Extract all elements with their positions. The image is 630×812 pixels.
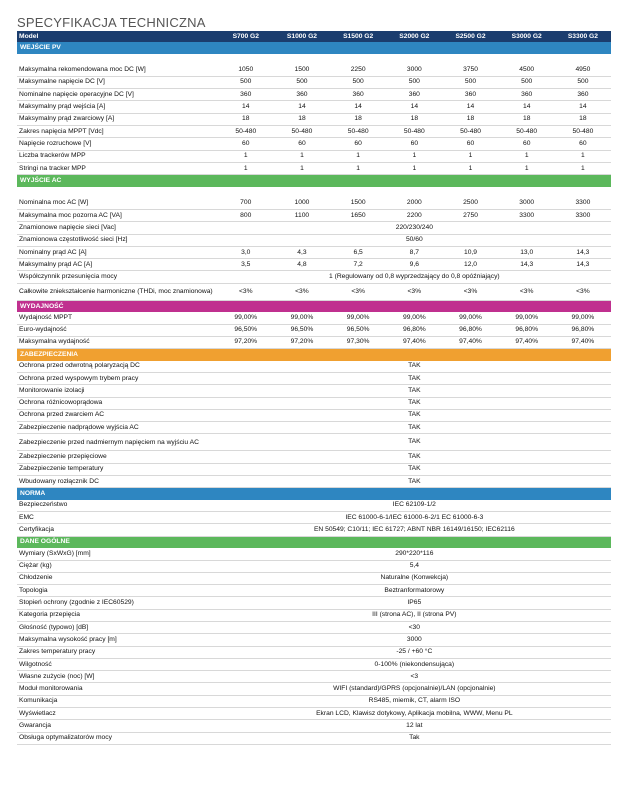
spec-value: 2200 [386,209,442,221]
spec-value: 3000 [499,198,555,210]
spec-label: Ochrona przed odwrotną polaryzacją DC [17,361,218,373]
spec-label: Zabezpieczenie przed nadmiernym napięciem na wyjściu AC [17,434,218,451]
spec-value: 1500 [330,198,386,210]
spec-value: 18 [218,113,274,125]
spec-value: 2500 [442,198,498,210]
spec-value: 99,00% [218,312,274,324]
spec-value: 4950 [555,65,611,77]
spec-label: Wilgotność [17,658,218,670]
spec-label: Nominalne napięcie operacyjne DC [V] [17,89,218,101]
spec-label: Chłodzenie [17,572,218,584]
spec-row [17,708,611,720]
spec-label: Własne zużycie (noc) [W] [17,671,218,683]
spec-row [17,621,611,633]
spec-value: 1 [386,150,442,162]
spec-row [17,113,611,125]
spec-value: 500 [218,76,274,88]
spec-value: 3,5 [218,259,274,271]
spec-label: Nominalna moc AC [W] [17,198,218,210]
spec-row [17,372,611,384]
spec-label: Stopień ochrony (zgodnie z IEC60529) [17,597,218,609]
spec-row [17,658,611,670]
spec-row [17,162,611,174]
spec-row [17,548,611,560]
spec-label: Maksymalna wysokość pracy [m] [17,634,218,646]
section-header [17,175,611,187]
spec-value-shared: TAK [218,463,611,475]
spec-value: 50-480 [274,125,330,137]
spec-label: EMC [17,512,218,524]
spec-label: Zabezpieczenie nadprądowe wyjścia AC [17,422,218,434]
spec-value: 1 [442,150,498,162]
spec-value: 50-480 [555,125,611,137]
spec-value: 1 [218,162,274,174]
spec-value: 96,80% [442,324,498,336]
spec-row [17,283,611,300]
spec-label: Całkowite zniekształcenie harmoniczne (THDi, moc znamionowa) [17,283,218,300]
spec-value: 18 [386,113,442,125]
spec-row [17,324,611,336]
spec-row [17,246,611,258]
spec-row [17,76,611,88]
spec-label: Liczba trackerów MPP [17,150,218,162]
spec-label: Zabezpieczenie temperatury [17,463,218,475]
spec-value: 96,80% [499,324,555,336]
spec-value: 97,40% [442,336,498,348]
spec-value: 1 [499,150,555,162]
spec-value-shared: 0-100% (niekondensująca) [218,658,611,670]
spec-label: Współczynnik przesunięcia mocy [17,271,218,283]
spec-value: 2250 [330,65,386,77]
spec-value: 99,00% [499,312,555,324]
spec-label: Gwarancja [17,720,218,732]
spec-table [17,31,611,745]
spec-value: 360 [386,89,442,101]
spec-value: 60 [330,138,386,150]
spec-label: Certyfikacja [17,524,218,536]
spec-value: 1 [555,150,611,162]
spec-value-shared: 12 lat [218,720,611,732]
spec-value: 1 [386,162,442,174]
spec-value-shared: Tak [218,732,611,744]
spec-row [17,572,611,584]
spec-value: 9,6 [386,259,442,271]
spec-value: 500 [555,76,611,88]
spec-value-shared: TAK [218,372,611,384]
spec-value-shared: TAK [218,434,611,451]
spec-label: Bezpieczeństwo [17,500,218,512]
spec-row [17,720,611,732]
spec-row [17,150,611,162]
spec-value: 50-480 [386,125,442,137]
spec-row [17,463,611,475]
spec-value: 3000 [386,65,442,77]
spec-value: 360 [555,89,611,101]
spec-row [17,101,611,113]
spec-value: 3300 [555,198,611,210]
section-header [17,349,611,361]
spec-value-shared: IP65 [218,597,611,609]
spec-value: 800 [218,209,274,221]
model-name: S3000 G2 [499,31,555,42]
spec-label: Moduł monitorowania [17,683,218,695]
spec-value: 3300 [555,209,611,221]
spec-value: 99,00% [555,312,611,324]
spec-label: Wymiary (SxWxG) [mm] [17,548,218,560]
spec-value: 7,2 [330,259,386,271]
spec-row [17,198,611,210]
spec-value-shared: 290*220*116 [218,548,611,560]
spec-table-body [17,31,611,744]
spec-value: 97,40% [386,336,442,348]
spec-value: 18 [442,113,498,125]
section-title: NORMA [17,488,611,500]
spec-value: 14 [499,101,555,113]
spec-value: 1500 [274,65,330,77]
spec-value: 60 [386,138,442,150]
spec-value: 96,50% [330,324,386,336]
spec-value: 3,0 [218,246,274,258]
spec-value: 360 [330,89,386,101]
spec-value: <3% [442,283,498,300]
spec-value: 4,8 [274,259,330,271]
spec-value: 99,00% [274,312,330,324]
spec-value: 14,3 [555,259,611,271]
spec-label: Maksymalne napięcie DC [V] [17,76,218,88]
spec-value: 14 [274,101,330,113]
spec-value: 1 [330,150,386,162]
spec-row [17,138,611,150]
spec-value: 96,80% [386,324,442,336]
spec-row [17,422,611,434]
spec-value: 60 [218,138,274,150]
spec-label: Znamionowe napięcie sieci [Vac] [17,222,218,234]
spec-value: 60 [274,138,330,150]
spec-label: Wydajność MPPT [17,312,218,324]
spec-label: Maksymalny prąd zwarciowy [A] [17,113,218,125]
spec-value: 1 [330,162,386,174]
spec-value: 1 [555,162,611,174]
spec-row [17,683,611,695]
spec-value: 500 [274,76,330,88]
spec-row [17,634,611,646]
spec-value: 14 [386,101,442,113]
spec-value-shared: TAK [218,385,611,397]
spec-row [17,500,611,512]
spec-value-shared: TAK [218,476,611,488]
spec-label: Monitorowanie izolacji [17,385,218,397]
spec-value: 97,40% [555,336,611,348]
spec-value: 14,3 [555,246,611,258]
spec-row [17,361,611,373]
spec-value: <3% [218,283,274,300]
spec-value: 60 [555,138,611,150]
spec-value: <3% [555,283,611,300]
spec-value: 99,00% [442,312,498,324]
spec-value: 50-480 [499,125,555,137]
spec-label: Ochrona przed wyspowym trybem pracy [17,372,218,384]
spec-value: 97,40% [499,336,555,348]
spec-row [17,476,611,488]
spec-value: 50-480 [218,125,274,137]
spec-value-shared: IEC 61000-6-1/IEC 61000-6-2/1 EC 61000-6-3 [218,512,611,524]
spec-value: 14,3 [499,259,555,271]
spec-label: Zakres napięcia MPPT [Vdc] [17,125,218,137]
spec-label: Maksymalna rekomendowana moc DC [W] [17,65,218,77]
section-header [17,536,611,548]
spec-row [17,732,611,744]
spec-value: 500 [386,76,442,88]
spec-label: Euro-wydajność [17,324,218,336]
spec-label: Głośność (typowo) [dB] [17,621,218,633]
spec-value: 500 [330,76,386,88]
spec-label: Wbudowany rozłącznik DC [17,476,218,488]
spec-row [17,312,611,324]
spec-value: 360 [442,89,498,101]
spec-value-shared: TAK [218,422,611,434]
spec-label: Maksymalny prąd wejścia [A] [17,101,218,113]
section-title: ZABEZPIECZENIA [17,349,611,361]
spec-value: 14 [555,101,611,113]
spec-value: 1 [499,162,555,174]
spec-value: 1650 [330,209,386,221]
spec-value: 14 [330,101,386,113]
spec-value-shared: 3000 [218,634,611,646]
spec-row [17,434,611,451]
spec-row [17,209,611,221]
spec-value: 500 [442,76,498,88]
spec-row [17,671,611,683]
spec-value: 60 [499,138,555,150]
spec-label: Napięcie rozruchowe [V] [17,138,218,150]
spec-label: Kategoria przepięcia [17,609,218,621]
spec-value: 96,50% [218,324,274,336]
spec-value: 700 [218,198,274,210]
section-header [17,488,611,500]
spec-row [17,560,611,572]
spec-value: 8,7 [386,246,442,258]
spec-value: 4,3 [274,246,330,258]
spec-value-shared: EN 50549; C10/11; IEC 61727; ABNT NBR 16149/16150; IEC62116 [218,524,611,536]
spec-value-shared: III (strona AC), II (strona PV) [218,609,611,621]
spec-value: 18 [330,113,386,125]
spec-value: 99,00% [330,312,386,324]
spec-row [17,65,611,77]
spec-value-shared: 5,4 [218,560,611,572]
spec-row [17,397,611,409]
spec-value: 2750 [442,209,498,221]
spec-value-shared: TAK [218,409,611,421]
section-title: WEJŚCIE PV [17,42,611,54]
spec-value-shared: Naturalne (Konwekcja) [218,572,611,584]
model-name: S3300 G2 [555,31,611,42]
spec-label: Zakres temperatury pracy [17,646,218,658]
spec-value: 99,00% [386,312,442,324]
spec-value-shared: Beztranformatorowy [218,585,611,597]
spec-row [17,695,611,707]
spec-value: 18 [555,113,611,125]
spec-row [17,585,611,597]
spec-value: 18 [499,113,555,125]
spec-value: 3750 [442,65,498,77]
model-name: S2500 G2 [442,31,498,42]
spec-value: 96,50% [274,324,330,336]
page-title: SPECYFIKACJA TECHNICZNA [17,15,206,30]
spec-value: <3% [386,283,442,300]
spec-value-shared: TAK [218,451,611,463]
spec-label: Wyświetlacz [17,708,218,720]
spec-value-shared: 220/230/240 [218,222,611,234]
model-name: S1000 G2 [274,31,330,42]
section-spacer [17,187,611,198]
spec-value: 2000 [386,198,442,210]
spec-label: Ciężar (kg) [17,560,218,572]
spec-value-shared: -25 / +60 °C [218,646,611,658]
spec-value: 12,0 [442,259,498,271]
spec-label: Komunikacja [17,695,218,707]
spec-row [17,409,611,421]
spec-label: Maksymalna wydajność [17,336,218,348]
spec-label: Ochrona różnicowoprądowa [17,397,218,409]
spec-value: 1050 [218,65,274,77]
spec-value: 18 [274,113,330,125]
spec-label: Nominalny prąd AC [A] [17,246,218,258]
spec-row [17,89,611,101]
spec-value: 1100 [274,209,330,221]
spec-value: 3300 [499,209,555,221]
spec-label: Zabezpieczenie przepięciowe [17,451,218,463]
spec-value: 1 [218,150,274,162]
spec-value: 50-480 [330,125,386,137]
spec-label: Ochrona przed zwarciem AC [17,409,218,421]
spec-value: 1 [274,150,330,162]
model-name: S1500 G2 [330,31,386,42]
spec-value-shared: Ekran LCD, Klawisz dotykowy, Aplikacja mobilna, WWW, Menu PL [218,708,611,720]
spec-row [17,125,611,137]
spec-value: 97,20% [274,336,330,348]
spec-row [17,336,611,348]
spec-value: 10,9 [442,246,498,258]
spec-value: 97,30% [330,336,386,348]
spec-value: 360 [218,89,274,101]
spec-value-shared: WIFI (standard)/GPRS (opcjonalnie)/LAN (opcjonalnie) [218,683,611,695]
spec-value: 14 [442,101,498,113]
spec-row [17,259,611,271]
spec-value: 50-480 [442,125,498,137]
spec-row [17,512,611,524]
spec-value-shared: 1 (Regulowany od 0,8 wyprzedzający do 0,8 opóźniający) [218,271,611,283]
spec-row [17,222,611,234]
spec-value-shared: 50/60 [218,234,611,246]
spec-value: 60 [442,138,498,150]
spec-value-shared: TAK [218,361,611,373]
spec-label: Topologia [17,585,218,597]
spec-label: Maksymalna moc pozorna AC [VA] [17,209,218,221]
section-header [17,42,611,54]
model-header-label: Model [17,31,218,42]
model-name: S2000 G2 [386,31,442,42]
spec-value: 1 [274,162,330,174]
model-header-row [17,31,611,42]
spec-value: 500 [499,76,555,88]
spec-value-shared: TAK [218,397,611,409]
section-title: DANE OGÓLNE [17,536,611,548]
spec-label: Stringi na tracker MPP [17,162,218,174]
spec-row [17,385,611,397]
spec-row [17,646,611,658]
spec-value: <3% [330,283,386,300]
spec-value: 97,20% [218,336,274,348]
model-name: S700 G2 [218,31,274,42]
spec-row [17,524,611,536]
spec-label: Maksymalny prąd AC [A] [17,259,218,271]
spec-label: Obsługa optymalizatorów mocy [17,732,218,744]
spec-value: <3% [274,283,330,300]
spec-value: 6,5 [330,246,386,258]
spec-value: 14 [218,101,274,113]
spec-value: 1000 [274,198,330,210]
spec-row [17,271,611,283]
section-title: WYDAJNOŚĆ [17,300,611,312]
spec-row [17,597,611,609]
section-title: WYJŚCIE AC [17,175,611,187]
spec-row [17,609,611,621]
spec-value-shared: <3 [218,671,611,683]
spec-value-shared: <30 [218,621,611,633]
spec-value: 13,0 [499,246,555,258]
spec-row [17,234,611,246]
section-spacer [17,54,611,65]
spec-value: 360 [274,89,330,101]
spec-value-shared: IEC 62109-1/2 [218,500,611,512]
spec-row [17,451,611,463]
spec-label: Znamionowa częstotliwość sieci [Hz] [17,234,218,246]
section-header [17,300,611,312]
spec-value: <3% [499,283,555,300]
spec-value: 96,80% [555,324,611,336]
spec-value: 4500 [499,65,555,77]
spec-value: 1 [442,162,498,174]
spec-value-shared: RS485, miernik, CT, alarm ISO [218,695,611,707]
spec-value: 360 [499,89,555,101]
